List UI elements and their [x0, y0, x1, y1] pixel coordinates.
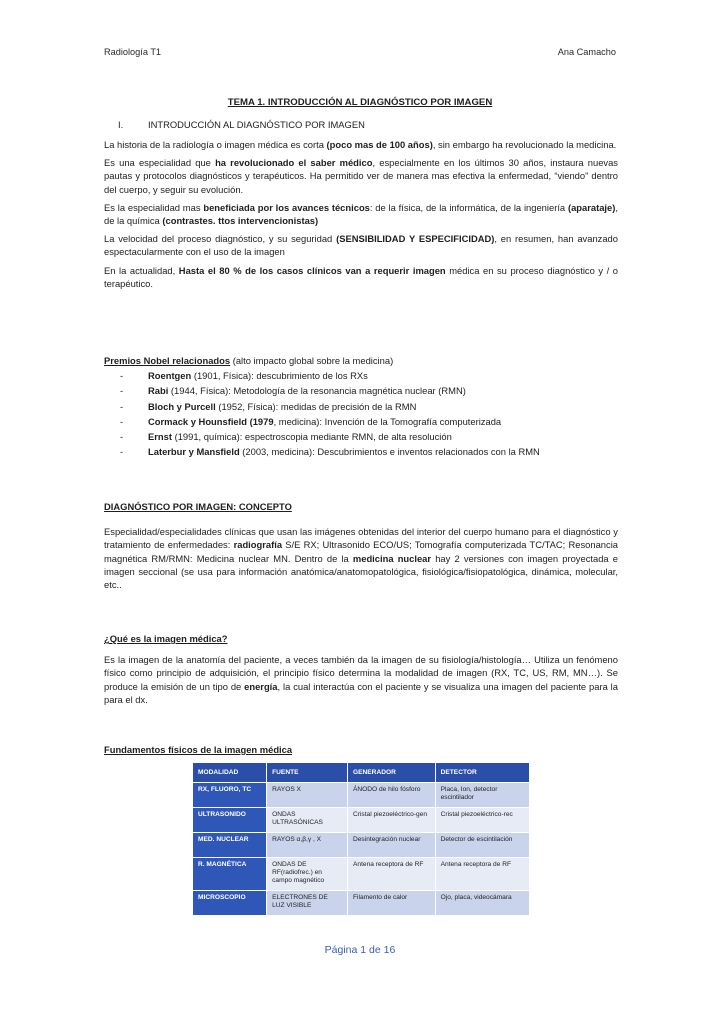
column-header: DETECTOR [435, 763, 529, 783]
list-item: - Laterbur y Mansfield (2003, medicina): Descubrimientos e inventos relacionados con la RMN [120, 445, 618, 458]
list-item: - Cormack y Hounsfield (1979, medicina): Invención de la Tomografía computerizada [120, 415, 618, 428]
table-cell: RAYOS α,β,γ , X [267, 833, 348, 858]
table-cell: Filamento de calor [348, 891, 436, 916]
column-header: FUENTE [267, 763, 348, 783]
list-item: - Ernst (1991, química): espectroscopia mediante RMN, de alta resolución [120, 430, 618, 443]
list-item: - Bloch y Purcell (1952, Física): medidas de precisión de la RMN [120, 400, 618, 413]
column-header: MODALIDAD [193, 763, 267, 783]
physics-table [192, 762, 530, 916]
table-cell: ULTRASONIDO [193, 808, 267, 833]
table-cell: ONDAS DE RF(radiofrec.) en campo magnético [267, 858, 348, 891]
table-cell: Cristal piezoeléctrico-rec [435, 808, 529, 833]
column-header: GENERADOR [348, 763, 436, 783]
table-cell: ONDAS ULTRASÓNICAS [267, 808, 348, 833]
nobel-block [104, 354, 618, 460]
table-cell: MICROSCOPIO [193, 891, 267, 916]
section-heading [118, 118, 365, 131]
table-cell: Detector de escintilación [435, 833, 529, 858]
table-cell: RX, FLUORO, TC [193, 783, 267, 808]
table-row [193, 833, 530, 858]
header-right: Ana Camacho [557, 47, 616, 57]
intro-paragraph-3: Es la especialidad mas beneficiada por los avances técnicos: de la física, de la informática, de la ingeniería (aparataje), de la química (contrastes. ttos intervencionistas) [104, 201, 618, 227]
page-number: Página 1 de 16 [324, 944, 396, 956]
table-cell: ELECTRONES DE LUZ VISIBLE [267, 891, 348, 916]
que-es-paragraph: Es la imagen de la anatomía del paciente, a veces también da la imagen de su fisiología/histología… Utiliza un fenómeno físico como principio de adquisición, el principio físico determina la modalidad de imagen (RX, TC, US, RM, MN…). Se produce la emisión de un tipo de energía, la cual interactúa con el paciente y se visualiza una imagen del paciente para la para el dx. [104, 654, 618, 705]
table-cell: Placa, Ion, detector escintilador [435, 783, 529, 808]
concepto-block [104, 500, 618, 596]
table-cell: R. MAGNÉTICA [193, 858, 267, 891]
section-number: I. [118, 119, 124, 130]
table-cell: Ojo, placa, videocámara [435, 891, 529, 916]
table-header-row [193, 763, 530, 783]
intro-block [104, 138, 618, 295]
intro-paragraph-4: La velocidad del proceso diagnóstico, y su seguridad (SENSIBILIDAD Y ESPECIFICIDAD), en resumen, han avanzado espectacularmente con el uso de la imagen [104, 233, 618, 258]
table-cell: ÁNODO de hilo fósforo [348, 783, 436, 808]
document-title: TEMA 1. INTRODUCCIÓN AL DIAGNÓSTICO POR IMAGEN [227, 97, 493, 108]
table-row [193, 783, 530, 808]
table-row [193, 858, 530, 891]
list-item: - Roentgen (1901, Física): descubrimiento de los RXs [120, 369, 618, 382]
list-item: - Rabi (1944, Física): Metodología de la resonancia magnética nuclear (RMN) [120, 384, 618, 397]
intro-paragraph-5: En la actualidad, Hasta el 80 % de los casos clínicos van a requerir imagen médica en su proceso diagnóstico y / o terapéutico. [104, 264, 618, 289]
table-cell: Cristal piezoeléctrico-gen [348, 808, 436, 833]
intro-paragraph-1: La historia de la radiología o imagen médica es corta (poco mas de 100 años), sin embargo ha revolucionado la medicina. [104, 139, 617, 150]
section-label: INTRODUCCIÓN AL DIAGNÓSTICO POR IMAGEN [148, 119, 365, 130]
table-cell: Antena receptora de RF [435, 858, 529, 891]
nobel-list [120, 369, 618, 458]
table-cell: Antena receptora de RF [348, 858, 436, 891]
fundamentos-block [104, 743, 618, 761]
table-cell: MED. NUCLEAR [193, 833, 267, 858]
fundamentos-heading: Fundamentos físicos de la imagen médica [104, 744, 293, 755]
header-left: Radiología T1 [104, 47, 162, 57]
table-row [193, 891, 530, 916]
que-es-heading: ¿Qué es la imagen médica? [104, 633, 228, 644]
concepto-heading: DIAGNÓSTICO POR IMAGEN: CONCEPTO [104, 501, 292, 512]
que-es-block [104, 632, 618, 711]
table-cell: Desintegración nuclear [348, 833, 436, 858]
nobel-heading: Premios Nobel relacionados (alto impacto global sobre la medicina) [104, 355, 394, 366]
table-row [193, 808, 530, 833]
intro-paragraph-2: Es una especialidad que ha revolucionado el saber médico, especialmente en los últimos 30 años, instaura nuevas pautas y protocolos diagnósticos y terapéuticos. Ha permitido ver de manera mas efectiva la enfermedad, “viendo” dentro del cuerpo, y seguir su evolución. [104, 157, 618, 195]
table-cell: RAYOS X [267, 783, 348, 808]
concepto-paragraph: Especialidad/especialidades clínicas que usan las imágenes obtenidas del interior del cuerpo humano para el diagnóstico y tratamiento de enfermedades: radiografía S/E RX; Ultrasonido ECO/US; Tomografía computerizada TC/TAC; Resonancia magnética RM/RMN: Medicina nuclear MN. Dentro de la medicina nuclear hay 2 versiones con imagen proyectada e imagen seccional (se usa para información anatómica/anatomopatológica, fisiológica/fisiopatológica, dinámica, molecular, etc.. [104, 526, 619, 591]
